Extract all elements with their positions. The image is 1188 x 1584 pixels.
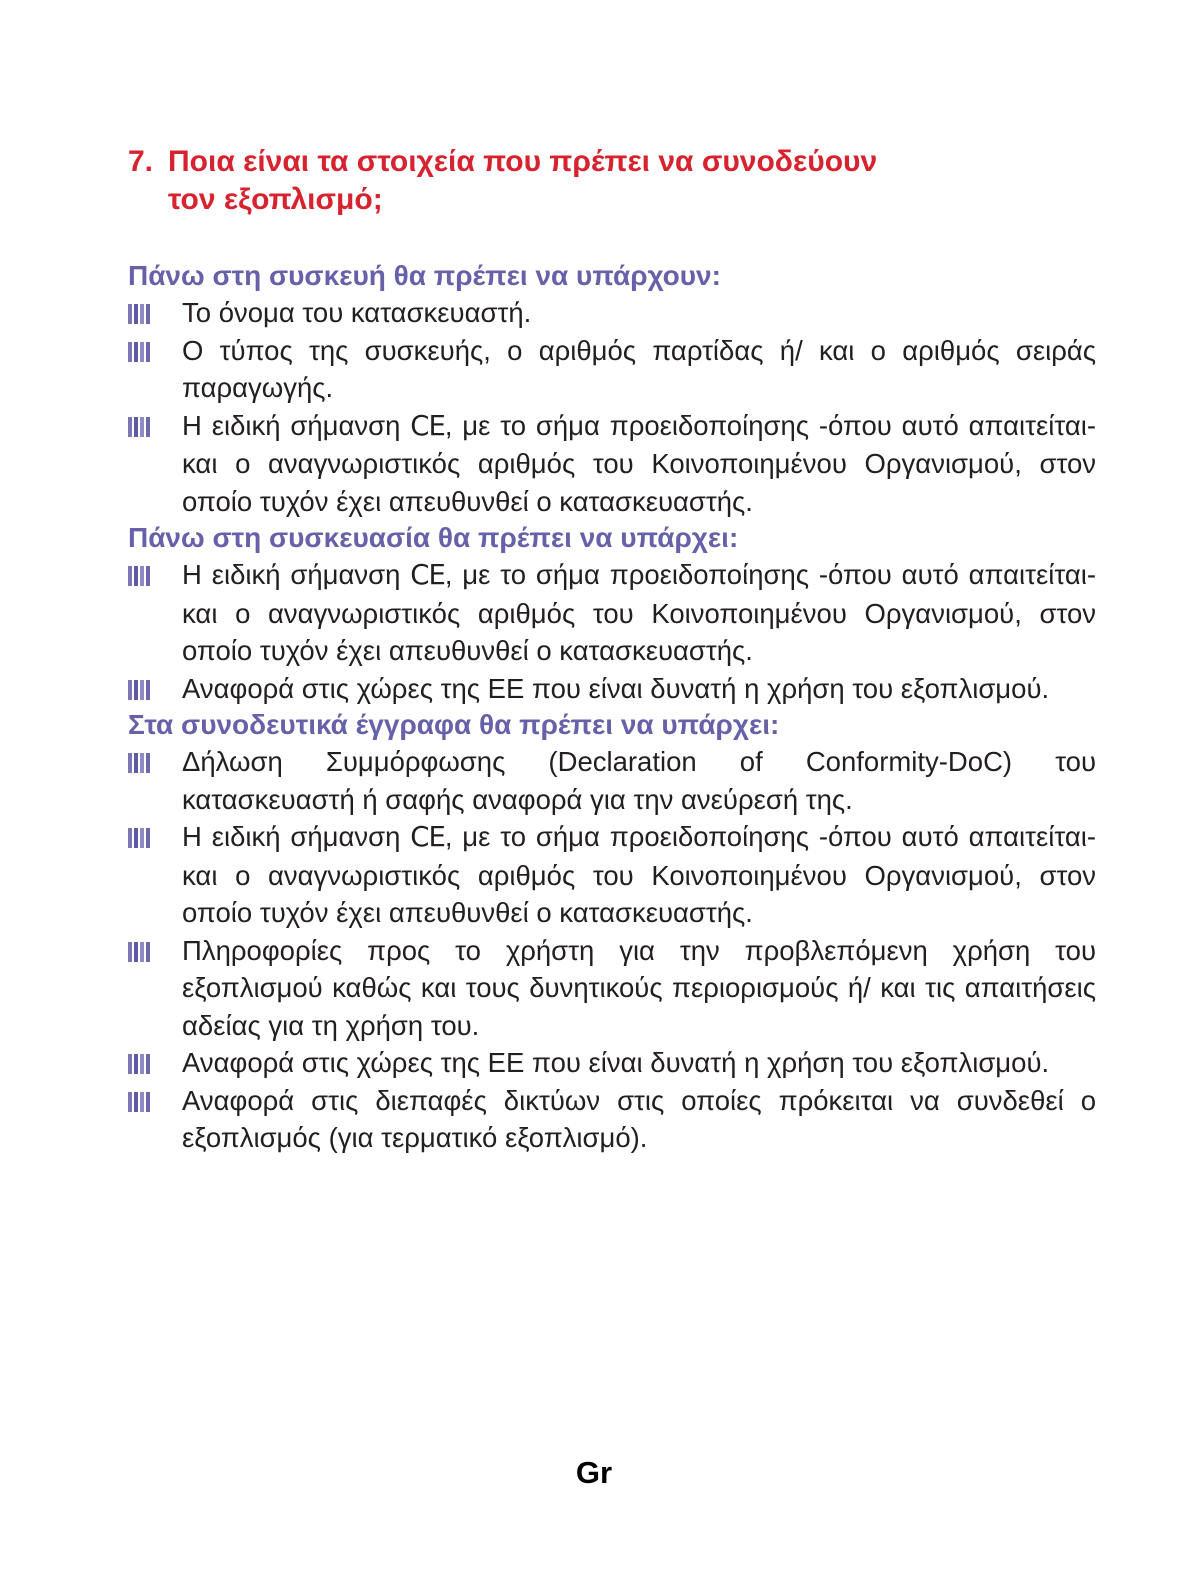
list-item xyxy=(128,743,1096,818)
title-number: 7. xyxy=(128,145,154,178)
item-text-after: , με το σήμα προειδοποίησης -όπου αυτό απαιτείται- και ο αναγνωριστικός αριθμός του Κοινοποιημένου Οργανισμού, στον οποίο τυχόν έχει απευθυνθεί ο κατασκευαστής. xyxy=(182,821,1096,928)
striped-bars-bullet-icon xyxy=(128,753,150,773)
striped-bars-bullet-icon xyxy=(128,942,150,962)
item-text-before: Η ειδική σήμανση xyxy=(182,559,411,590)
item-text: Αναφορά στις διεπαφές δικτύων στις οποίες πρόκειται να συνδεθεί ο εξοπλισμός (για τερματικό εξοπλισμό). xyxy=(182,1084,1096,1153)
item-text: Δήλωση Συμμόρφωσης (Declaration of Conformity-DoC) του κατασκευαστή ή σαφής αναφορά για την ανεύρεσή της. xyxy=(182,746,1096,815)
striped-bars-bullet-icon xyxy=(128,566,150,586)
item-list xyxy=(128,556,1096,707)
item-text: Αναφορά στις χώρες της ΕΕ που είναι δυνατή η χρήση του εξοπλισμού. xyxy=(182,1047,1050,1078)
list-item xyxy=(128,556,1096,670)
item-text: Πληροφορίες προς το χρήστη για την προβλεπόμενη χρήση του εξοπλισμού καθώς και τους δυνητικούς περιορισμούς ή/ και τις απαιτήσεις αδείας για τη χρήση του. xyxy=(182,934,1096,1041)
title-line-2: τον εξοπλισμό; xyxy=(168,183,383,216)
list-item xyxy=(128,932,1096,1045)
item-text: Το όνομα του κατασκευαστή. xyxy=(182,297,532,328)
section-heading: Στα συνοδευτικά έγγραφα θα πρέπει να υπάρχει: xyxy=(128,709,780,740)
ce-mark-icon: CE xyxy=(410,821,445,853)
section-heading: Πάνω στη συσκευασία θα πρέπει να υπάρχει: xyxy=(128,522,739,553)
ce-mark-icon: CE xyxy=(410,409,445,442)
page-footer-language-code: Gr xyxy=(575,1455,613,1490)
item-text-after: , με το σήμα προειδοποίησης -όπου αυτό απαιτείται- και ο αναγνωριστικός αριθμός του Κοινοποιημένου Οργανισμού, στον οποίο τυχόν έχει απευθυνθεί ο κατασκευαστής. xyxy=(182,409,1096,517)
document-body xyxy=(128,258,1096,1157)
item-text: Ο τύπος της συσκευής, ο αριθμός παρτίδας ή/ και ο αριθμός σειράς παραγωγής. xyxy=(182,334,1096,403)
section-documents xyxy=(128,707,1096,1157)
striped-bars-bullet-icon xyxy=(128,1092,150,1112)
item-text-before: Η ειδική σήμανση xyxy=(182,409,411,441)
item-text-before: Η ειδική σήμανση xyxy=(182,821,411,852)
list-item xyxy=(128,407,1096,521)
striped-bars-bullet-icon xyxy=(128,1054,150,1074)
section-packaging xyxy=(128,520,1096,707)
page-title xyxy=(128,143,1028,219)
list-item xyxy=(128,1044,1096,1082)
item-text: Αναφορά στις χώρες της ΕΕ που είναι δυνατή η χρήση του εξοπλισμού. xyxy=(182,672,1050,704)
striped-bars-bullet-icon xyxy=(128,304,150,324)
list-item xyxy=(128,818,1096,932)
striped-bars-bullet-icon xyxy=(128,342,150,362)
item-list xyxy=(128,294,1096,520)
title-line-1: Ποια είναι τα στοιχεία που πρέπει να συνοδεύουν xyxy=(168,145,878,178)
striped-bars-bullet-icon xyxy=(128,417,150,437)
striped-bars-bullet-icon xyxy=(128,828,150,848)
list-item xyxy=(128,670,1096,708)
list-item xyxy=(128,332,1096,407)
ce-mark-icon: CE xyxy=(410,559,445,591)
list-item xyxy=(128,1082,1096,1157)
striped-bars-bullet-icon xyxy=(128,680,150,700)
section-heading: Πάνω στη συσκευή θα πρέπει να υπάρχουν: xyxy=(128,260,721,291)
item-list xyxy=(128,743,1096,1157)
list-item xyxy=(128,294,1096,332)
section-device xyxy=(128,258,1096,520)
item-text-after: , με το σήμα προειδοποίησης -όπου αυτό απαιτείται- και ο αναγνωριστικός αριθμός του Κοινοποιημένου Οργανισμού, στον οποίο τυχόν έχει απευθυνθεί ο κατασκευαστής. xyxy=(182,559,1096,666)
